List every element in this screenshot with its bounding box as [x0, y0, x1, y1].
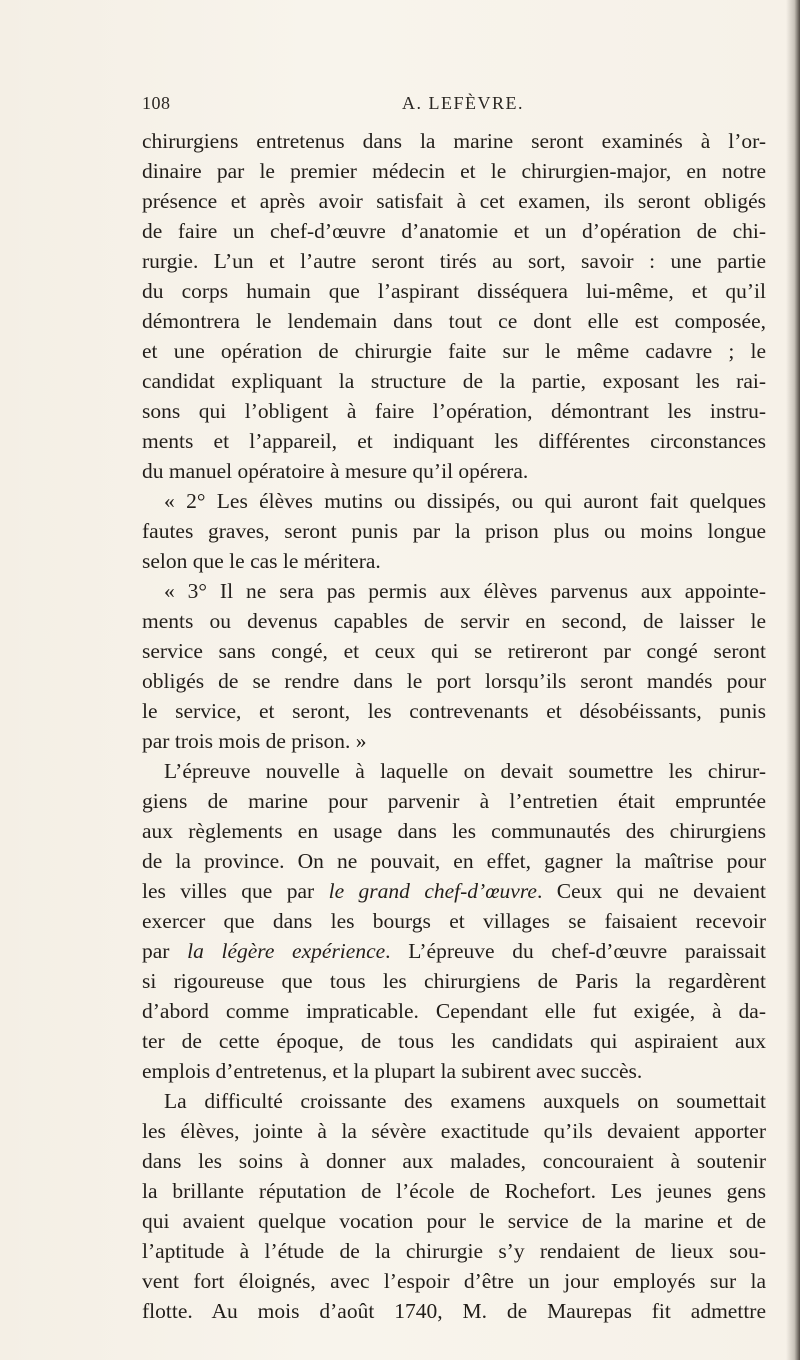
text-line: chirurgiens entretenus dans la marine seront examinés à l’or-: [142, 129, 766, 153]
text-line: par la légère expérience. L’épreuve du chef-d’œuvre paraissait: [142, 939, 766, 963]
text-line: si rigoureuse que tous les chirurgiens de Paris la regardèrent: [142, 969, 766, 993]
text-line: démontrera le lendemain dans tout ce dont elle est composée,: [142, 309, 766, 333]
text-line: du corps humain que l’aspirant disséquera lui-même, et qu’il: [142, 279, 766, 303]
text-line: dinaire par le premier médecin et le chirurgien-major, en notre: [142, 159, 766, 183]
text-line: service sans congé, et ceux qui se retireront par congé seront: [142, 639, 766, 663]
running-head: [142, 93, 766, 117]
text-line: emplois d’entretenus, et la plupart la subirent avec succès.: [142, 1059, 643, 1083]
text-line: qui avaient quelque vocation pour le service de la marine et de: [142, 1209, 766, 1233]
text-line: « 2° Les élèves mutins ou dissipés, ou qui auront fait quelques: [164, 489, 766, 513]
text-line: giens de marine pour parvenir à l’entretien était empruntée: [142, 789, 766, 813]
text-line: fautes graves, seront punis par la prison plus ou moins longue: [142, 519, 766, 543]
text-line: rurgie. L’un et l’autre seront tirés au sort, savoir : une partie: [142, 249, 766, 273]
text-line: sons qui l’obligent à faire l’opération, démontrant les instru-: [142, 399, 766, 423]
text-line: d’abord comme impraticable. Cependant elle fut exigée, à da-: [142, 999, 766, 1023]
text-line: « 3° Il ne sera pas permis aux élèves parvenus aux appointe-: [164, 579, 766, 603]
text-line: ments ou devenus capables de servir en second, de laisser le: [142, 609, 766, 633]
page-number: 108: [142, 93, 171, 113]
text-line: ments et l’appareil, et indiquant les différentes circonstances: [142, 429, 766, 453]
page-edge-shadow: [786, 0, 800, 1360]
text-line: les villes que par le grand chef-d’œuvre. Ceux qui ne devaient: [142, 879, 766, 903]
text-line: la brillante réputation de l’école de Rochefort. Les jeunes gens: [142, 1179, 766, 1203]
text-line: dans les soins à donner aux malades, concouraient à soutenir: [142, 1149, 766, 1173]
text-line: exercer que dans les bourgs et villages se faisaient recevoir: [142, 909, 766, 933]
text-line: selon que le cas le méritera.: [142, 549, 381, 573]
text-line: présence et après avoir satisfait à cet examen, ils seront obligés: [142, 189, 766, 213]
text-line: de la province. On ne pouvait, en effet, gagner la maîtrise pour: [142, 849, 766, 873]
text-line: obligés de se rendre dans le port lorsqu’ils seront mandés pour: [142, 669, 766, 693]
text-line: flotte. Au mois d’août 1740, M. de Maurepas fit admettre: [142, 1299, 766, 1323]
italic-phrase: le grand chef-d’œuvre: [328, 879, 537, 903]
text-line: les élèves, jointe à la sévère exactitude qu’ils devaient apporter: [142, 1119, 766, 1143]
text-line: candidat expliquant la structure de la partie, exposant les rai-: [142, 369, 766, 393]
running-title: A. LEFÈVRE.: [402, 93, 524, 113]
italic-phrase: la légère expérience: [187, 939, 386, 963]
text-line: ter de cette époque, de tous les candidats qui aspiraient aux: [142, 1029, 766, 1053]
text-line: vent fort éloignés, avec l’espoir d’être un jour employés sur la: [142, 1269, 766, 1293]
text-line: le service, et seront, les contrevenants et désobéissants, punis: [142, 699, 766, 723]
text-line: et une opération de chirurgie faite sur le même cadavre ; le: [142, 339, 766, 363]
text-line: l’aptitude à l’étude de la chirurgie s’y rendaient de lieux sou-: [142, 1239, 766, 1263]
text-line: du manuel opératoire à mesure qu’il opérera.: [142, 459, 529, 483]
text-line: de faire un chef-d’œuvre d’anatomie et un d’opération de chi-: [142, 219, 766, 243]
text-line: La difficulté croissante des examens auxquels on soumettait: [164, 1089, 766, 1113]
text-line: par trois mois de prison. »: [142, 729, 367, 753]
body-text: [142, 126, 766, 1326]
text-line: aux règlements en usage dans les communautés des chirurgiens: [142, 819, 766, 843]
text-line: L’épreuve nouvelle à laquelle on devait soumettre les chirur-: [164, 759, 766, 783]
